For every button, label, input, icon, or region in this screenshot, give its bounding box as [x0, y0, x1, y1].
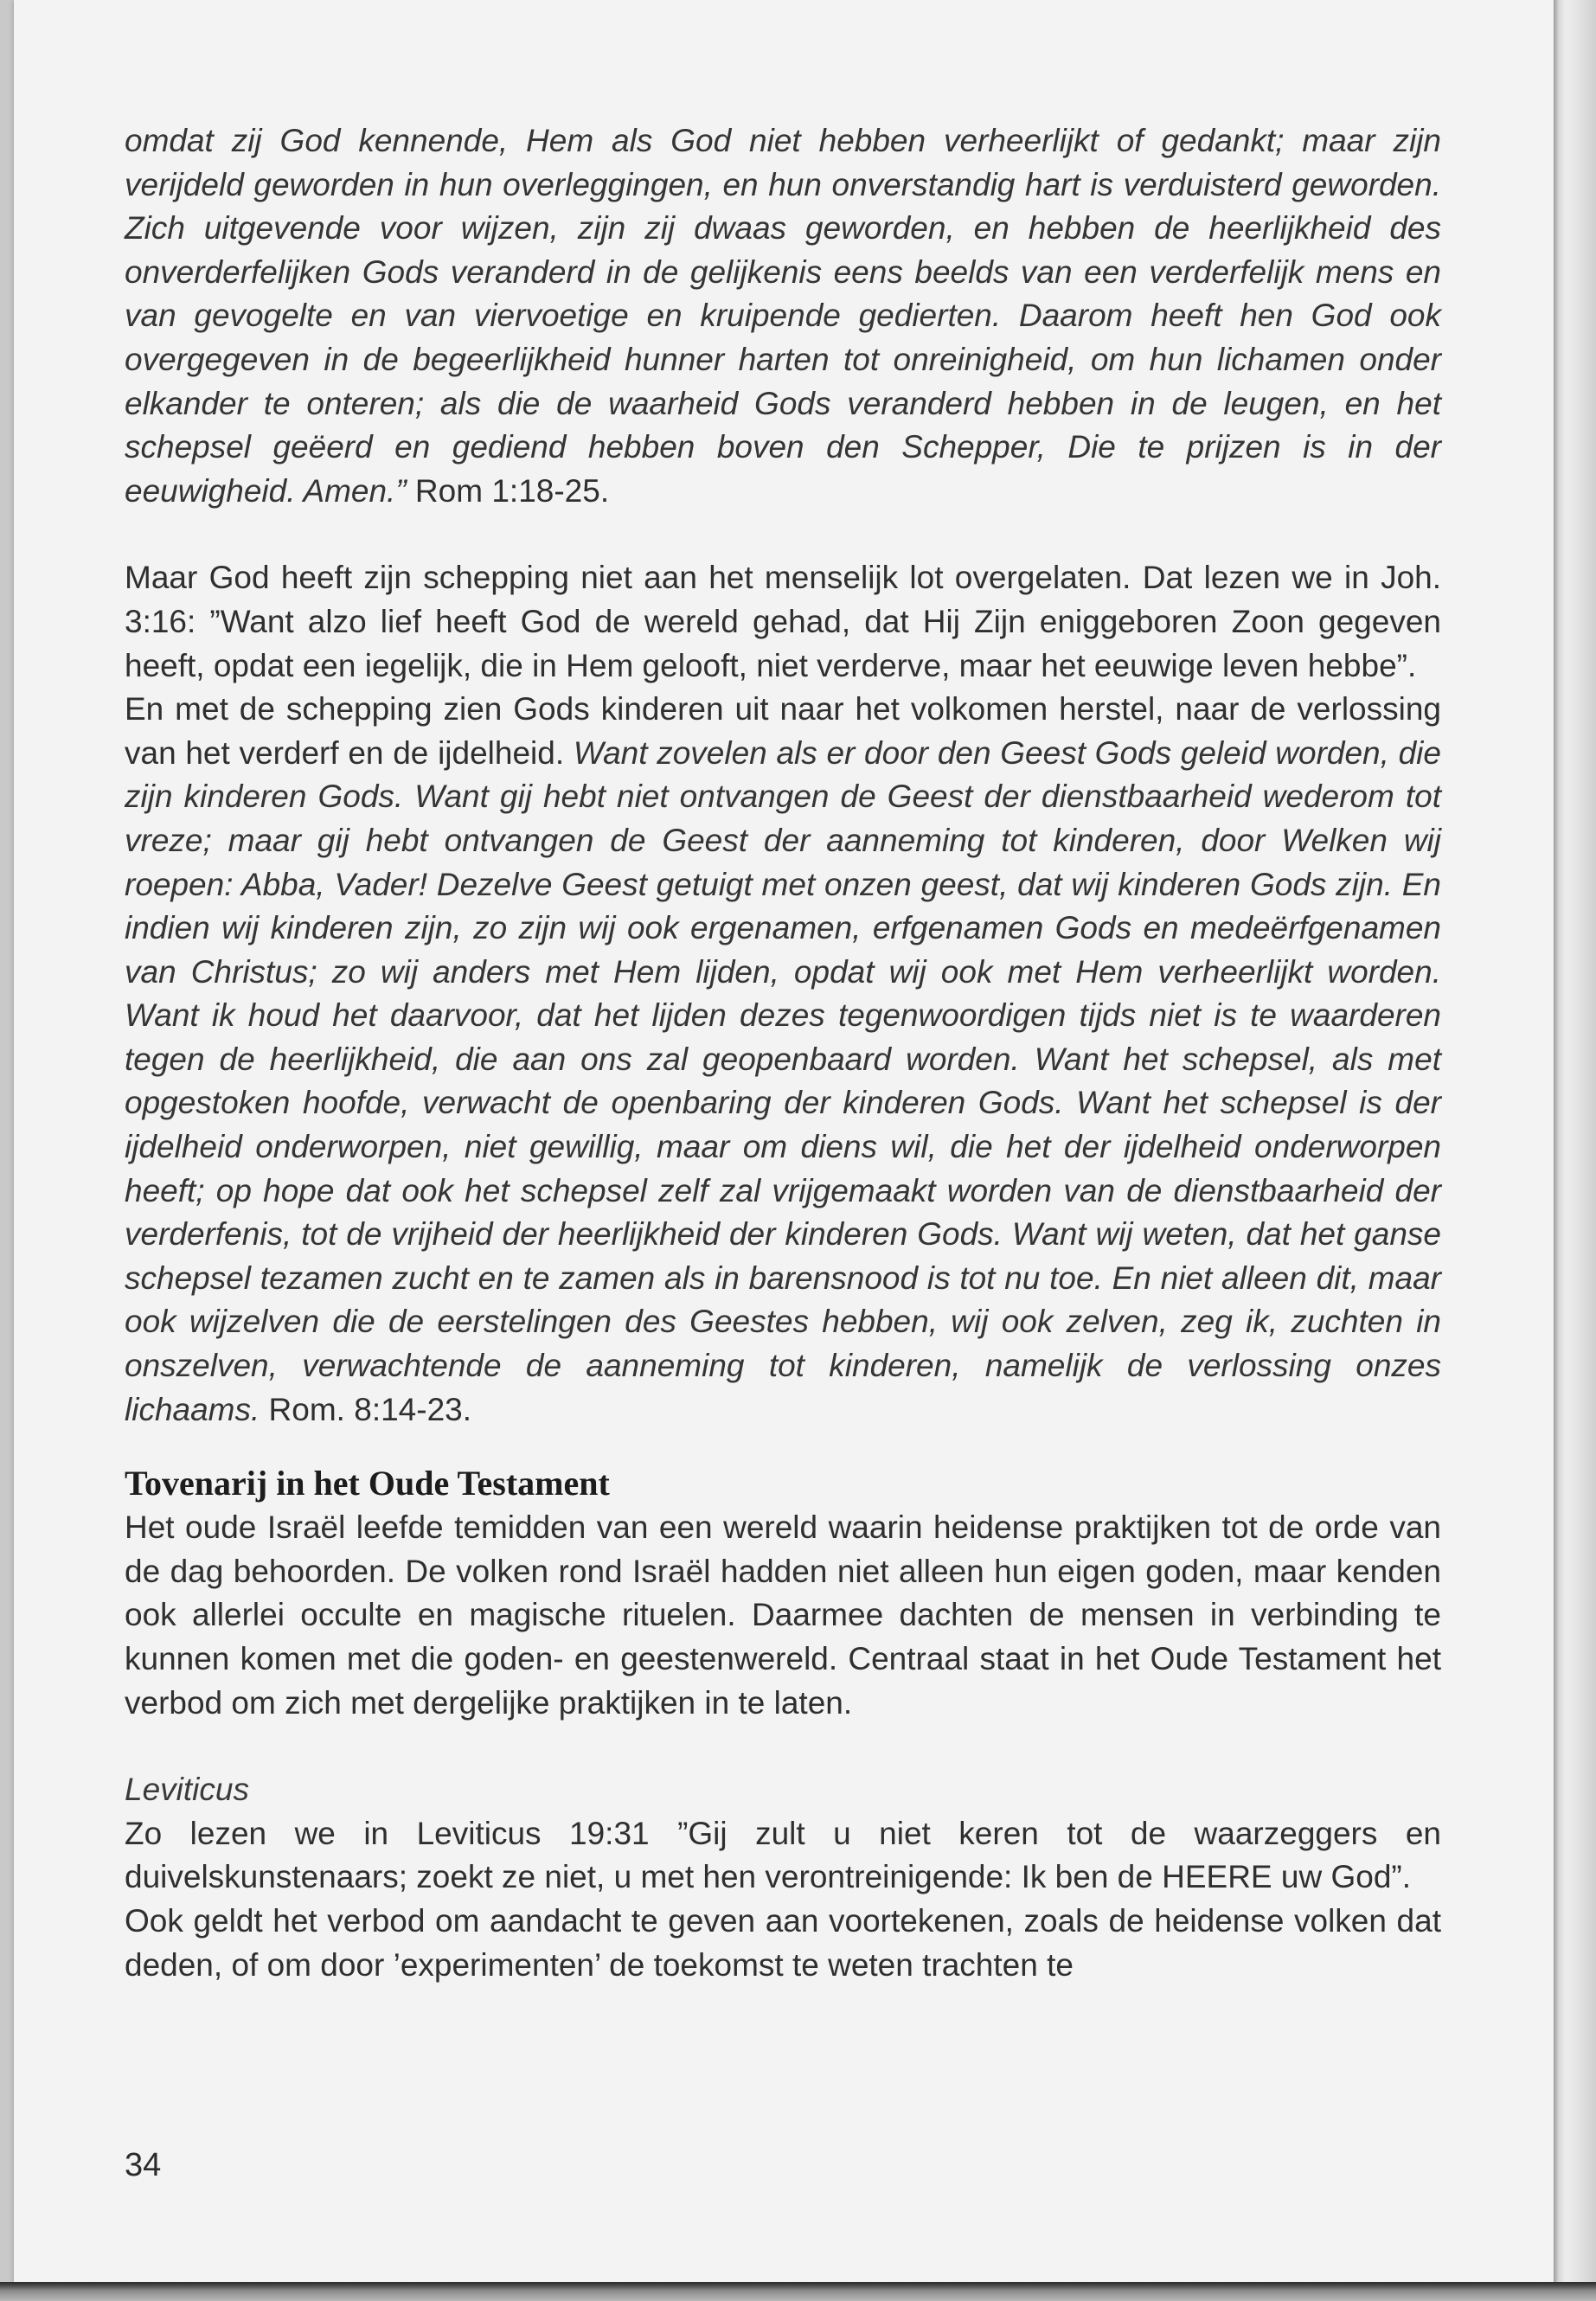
leviticus-subheading: Leviticus [125, 1772, 249, 1808]
omens-paragraph: Ook geldt het verbod om aandacht te geven aan voortekenen, zoals de heidense volken dat deden, of om door ’experimenten’ de toekomst te weten trachten te [125, 1902, 1441, 1983]
romans-1-quote-text: omdat zij God kennende, Hem als God niet hebben verheerlijkt of gedankt; maar zijn verijdeld geworden in hun overleggingen, en hun onverstandig hart is verduisterd geworden. Zich uitgevende voor wijzen, zijn zij dwaas geworden, en hebben de heerlijkheid des onverderfelijken Gods veranderd in de gelijkenis eens beelds van een verderfelijk mens en van gevogelte en van viervoetige en kruipende gedierten. Daarom heeft hen God ook overgegeven in de begeerlijkheid hunner harten tot onreinigheid, om hun lichamen onder elkander te onteren; als die de waarheid Gods veranderd hebben in de leugen, en het schepsel geëerd en gediend hebben boven den Schepper, Die te prijzen is in der eeuwigheid. Amen.” [125, 123, 1441, 509]
leviticus-19-31-paragraph: Zo lezen we in Leviticus 19:31 ”Gij zult u niet keren tot de waarzeggers en duivelskunstenaars; zoekt ze niet, u met hen verontreinigende: Ik ben de HEERE uw God”. [125, 1815, 1441, 1895]
old-testament-intro-paragraph: Het oude Israël leefde temidden van een wereld waarin heidense praktijken tot de orde van de dag behoorden. De volken rond Israël hadden niet alleen hun eigen goden, maar kenden ook allerlei occulte en magische rituelen. Daarmee dachten de mensen in verbinding te kunnen komen met die goden- en geestenwereld. Centraal staat in het Oude Testament het verbod om zich met dergelijke praktijken in te laten. [125, 1509, 1441, 1721]
romans-8-quote-text: Want zovelen als er door den Geest Gods geleid worden, die zijn kinderen Gods. Want gij hebt niet ontvangen de Geest der dienstbaarheid wederom tot vreze; maar gij hebt ontvangen de Geest der aanneming tot kinderen, door Welken wij roepen: Abba, Vader! Dezelve Geest getuigt met onzen geest, dat wij kinderen Gods zijn. En indien wij kinderen zijn, zo zijn wij ook ergenamen, erfgenamen Gods en medeërfgenamen van Christus; zo wij anders met Hem lijden, opdat wij ook met Hem verheerlijkt worden. Want ik houd het daarvoor, dat het lijden dezes tegenwoordigen tijds niet is te waarderen tegen de heerlijkheid, die aan ons zal geopenbaard worden. Want het schepsel, als met opgestoken hoofde, verwacht de openbaring der kinderen Gods. Want het schepsel is der ijdelheid onderworpen, niet gewillig, maar om diens wil, die het der ijdelheid onderworpen heeft; op hope dat ook het schepsel zelf zal vrijgemaakt worden van de dienstbaarheid der verderfenis, tot de vrijheid der heerlijkheid der kinderen Gods. Want wij weten, dat het ganse schepsel tezamen zucht en te zamen als in barensnood is tot nu toe. En niet alleen dit, maar ook wijzelven die de eerstelingen des Geestes hebben, wij ook zelven, zeg ik, zuchten in onszelven, verwachtende de aanneming tot kinderen, namelijk de verlossing onzes lichaams. [125, 734, 1441, 1427]
paragraph-spacer [125, 513, 1441, 556]
page-number: 34 [125, 2147, 162, 2183]
romans-1-quote-paragraph [125, 119, 1441, 513]
romans-1-reference: Rom 1:18-25. [406, 472, 610, 509]
book-spine-edge [1554, 0, 1596, 2301]
page-bottom-edge [0, 2282, 1596, 2301]
romans-8-paragraph [125, 688, 1441, 1432]
paragraph-spacer [125, 1725, 1441, 1768]
romans-8-intro-text: En met de schepping zien Gods kinderen uit naar het volkomen herstel, naar de verlossing van het verderf en de ijdelheid. [125, 691, 1441, 771]
john-3-16-paragraph: Maar God heeft zijn schepping niet aan het menselijk lot overgelaten. Dat lezen we in Joh. 3:16: ”Want alzo lief heeft God de wereld gehad, dat Hij Zijn eniggeboren Zoon gegeven heeft, opdat een iegelijk, die in Hem gelooft, niet verderve, maar het eeuwige leven hebbe”. [125, 560, 1441, 683]
book-page [14, 0, 1554, 2284]
section-spacer [125, 1432, 1441, 1461]
page-text-body [125, 119, 1441, 1987]
section-heading: Tovenarij in het Oude Testament [125, 1464, 610, 1503]
romans-8-reference: Rom. 8:14-23. [260, 1391, 472, 1427]
